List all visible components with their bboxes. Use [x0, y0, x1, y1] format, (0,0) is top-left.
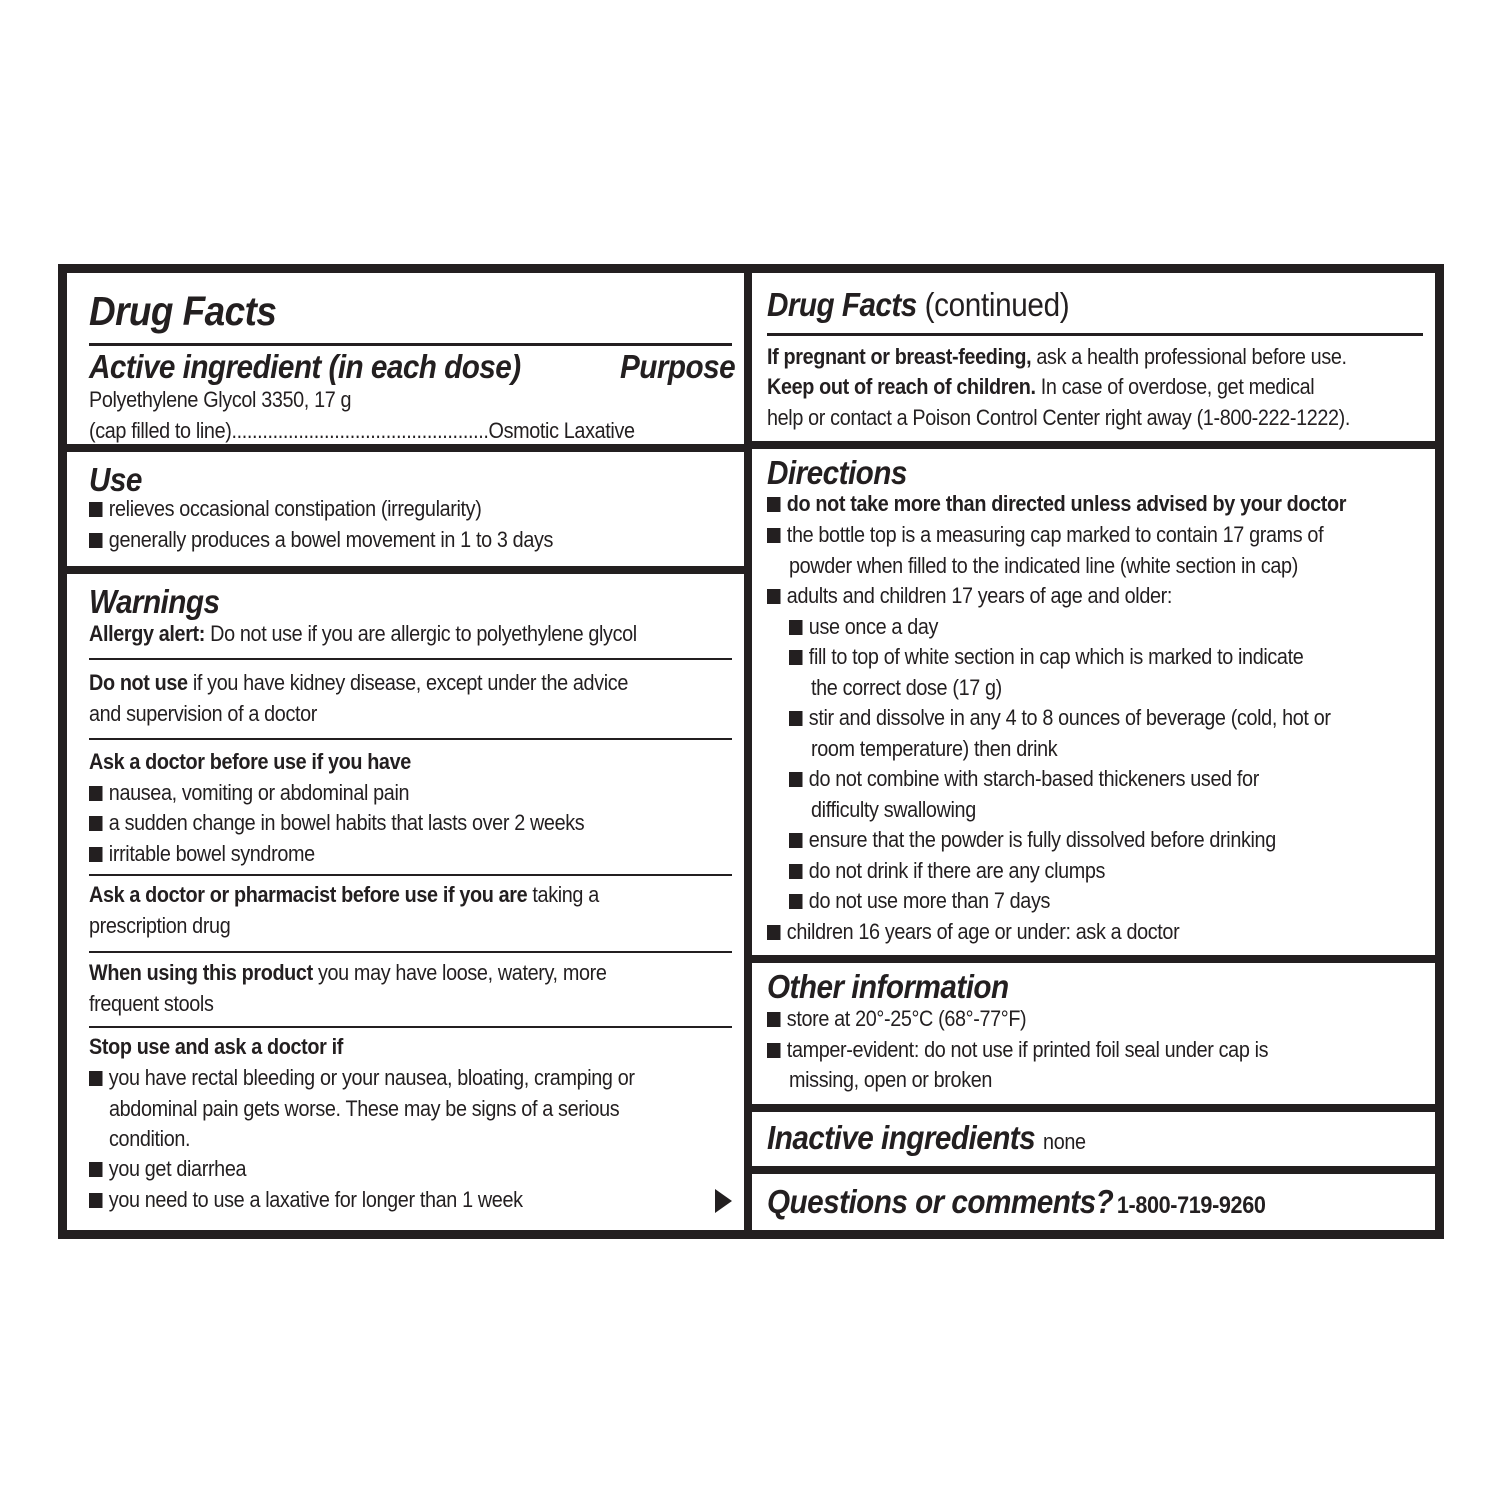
pregnant-warning — [767, 342, 1347, 373]
bullet-square-icon — [789, 711, 803, 726]
direction-subitem — [789, 642, 1303, 673]
direction-text: children 16 years of age or under: ask a doctor — [786, 919, 1180, 944]
use-item — [89, 525, 553, 556]
direction-subitem — [789, 886, 1050, 917]
bullet-square-icon — [789, 894, 803, 909]
directions-heading: Directions — [767, 454, 907, 491]
direction-text: do not take more than directed unless advised by your doctor — [786, 491, 1347, 516]
when-using-cont: frequent stools — [89, 991, 214, 1016]
other-info-item — [767, 1004, 1026, 1035]
inactive-ingredients-row — [767, 1118, 1086, 1162]
direction-item-cont: powder when filled to the indicated line (white section in cap) — [789, 553, 1298, 578]
direction-subitem — [789, 856, 1105, 887]
bullet-square-icon — [767, 1012, 781, 1027]
when-using — [89, 958, 607, 989]
section-rule — [89, 658, 732, 660]
stop-use-heading: Stop use and ask a doctor if — [89, 1034, 343, 1059]
section-rule — [89, 874, 732, 876]
bullet-square-icon — [789, 864, 803, 879]
drug-facts-continued-title — [767, 285, 1069, 325]
ask-doctor-item-text: a sudden change in bowel habits that lasts over 2 weeks — [108, 810, 585, 835]
direction-item — [767, 520, 1323, 551]
other-information-panel — [752, 963, 1435, 1104]
direction-subitem-text: do not drink if there are any clumps — [808, 858, 1106, 883]
purpose-heading: Purpose — [620, 348, 736, 385]
do-not-use-cont: and supervision of a doctor — [89, 701, 318, 726]
allergy-alert-label: Allergy alert: — [89, 621, 206, 646]
direction-item — [767, 489, 1346, 520]
direction-subitem-cont: room temperature) then drink — [811, 736, 1058, 761]
use-item-text: generally produces a bowel movement in 1 to 3 days — [108, 527, 554, 552]
bullet-square-icon — [789, 833, 803, 848]
bullet-square-icon — [89, 847, 103, 862]
direction-subitem-text: fill to top of white section in cap which is marked to indicate — [808, 644, 1304, 669]
when-using-label: When using this product — [89, 960, 313, 985]
ask-doctor-item-text: irritable bowel syndrome — [108, 841, 315, 866]
title-rule — [89, 343, 732, 346]
ask-pharmacist-label: Ask a doctor or pharmacist before use if you are — [89, 882, 528, 907]
direction-subitem-text: use once a day — [808, 614, 939, 639]
ask-doctor-item — [89, 778, 409, 809]
direction-item — [767, 917, 1179, 948]
bullet-square-icon — [789, 620, 803, 635]
direction-text: the bottle top is a measuring cap marked to contain 17 grams of — [786, 522, 1324, 547]
purpose-value: Osmotic Laxative — [488, 418, 635, 443]
stop-use-item — [89, 1063, 635, 1094]
ask-pharmacist-cont: prescription drug — [89, 913, 231, 938]
bullet-square-icon — [767, 925, 781, 940]
use-item-text: relieves occasional constipation (irregularity) — [108, 496, 482, 521]
do-not-use-text: if you have kidney disease, except under the advice — [187, 670, 628, 695]
when-using-text: you may have loose, watery, more — [312, 960, 607, 985]
keep-out-warning — [767, 372, 1314, 403]
bullet-square-icon — [767, 1043, 781, 1058]
direction-text: adults and children 17 years of age and older: — [786, 583, 1173, 608]
inactive-ingredients-heading: Inactive ingredients — [767, 1119, 1036, 1156]
ask-pharmacist-text: taking a — [527, 882, 599, 907]
direction-subitem-cont: the correct dose (17 g) — [811, 675, 1002, 700]
direction-subitem-text: stir and dissolve in any 4 to 8 ounces of beverage (cold, hot or — [808, 705, 1331, 730]
warnings-heading: Warnings — [89, 583, 220, 620]
direction-subitem-cont: difficulty swallowing — [811, 797, 976, 822]
warnings-panel — [67, 574, 744, 1230]
section-rule — [89, 951, 732, 953]
keep-out-label: Keep out of reach of children. — [767, 374, 1036, 399]
directions-panel — [752, 449, 1435, 955]
leader-dots: .................................................. — [231, 418, 489, 443]
active-ingredient-panel — [67, 273, 744, 444]
bullet-square-icon — [89, 816, 103, 831]
bullet-square-icon — [767, 497, 781, 512]
questions-panel — [752, 1174, 1435, 1230]
continued-label: (continued) — [916, 286, 1070, 323]
stop-use-item-cont: condition. — [109, 1126, 191, 1151]
direction-subitem-text: do not use more than 7 days — [808, 888, 1051, 913]
other-info-text: store at 20°-25°C (68°-77°F) — [786, 1006, 1027, 1031]
cap-filled-text: (cap filled to line) — [89, 418, 232, 443]
keep-out-text: In case of overdose, get medical — [1035, 374, 1315, 399]
drug-facts-title: Drug Facts — [767, 286, 917, 323]
inactive-ingredients-value: none — [1043, 1129, 1086, 1154]
direction-subitem — [789, 612, 938, 643]
use-heading: Use — [89, 461, 142, 498]
bullet-square-icon — [89, 533, 103, 548]
ask-doctor-item-text: nausea, vomiting or abdominal pain — [108, 780, 410, 805]
bullet-square-icon — [89, 502, 103, 517]
direction-subitem — [789, 825, 1276, 856]
bullet-square-icon — [767, 528, 781, 543]
bullet-square-icon — [767, 589, 781, 604]
pregnant-text: ask a health professional before use. — [1031, 344, 1347, 369]
ask-doctor-heading: Ask a doctor before use if you have — [89, 749, 411, 774]
do-not-use — [89, 668, 628, 699]
use-panel — [67, 452, 744, 566]
pregnant-label: If pregnant or breast-feeding, — [767, 344, 1032, 369]
drug-facts-title: Drug Facts — [89, 288, 277, 334]
stop-use-item-text: you need to use a laxative for longer than 1 week — [108, 1187, 523, 1212]
bullet-square-icon — [89, 1193, 103, 1208]
active-ingredient-heading: Active ingredient (in each dose) — [89, 348, 521, 385]
other-info-item-cont: missing, open or broken — [789, 1067, 993, 1092]
bullet-square-icon — [89, 786, 103, 801]
direction-subitem — [789, 764, 1259, 795]
direction-subitem-text: do not combine with starch-based thickeners used for — [808, 766, 1259, 791]
direction-subitem — [789, 703, 1331, 734]
questions-heading: Questions or comments? — [767, 1183, 1114, 1220]
questions-row — [767, 1182, 1266, 1226]
inactive-ingredients-panel — [752, 1112, 1435, 1166]
stop-use-item — [89, 1154, 246, 1185]
do-not-use-label: Do not use — [89, 670, 188, 695]
allergy-alert-text: Do not use if you are allergic to polyethylene glycol — [205, 621, 637, 646]
poison-control-line: help or contact a Poison Control Center right away (1-800-222-1222). — [767, 405, 1351, 430]
direction-subitem-text: ensure that the powder is fully dissolved before drinking — [808, 827, 1276, 852]
active-ingredient-dose-line — [89, 416, 635, 447]
active-ingredient-name: Polyethylene Glycol 3350, 17 g — [89, 387, 352, 412]
bullet-square-icon — [89, 1162, 103, 1177]
stop-use-item — [89, 1185, 523, 1216]
play-triangle-icon — [715, 1189, 732, 1213]
other-info-item — [767, 1035, 1268, 1066]
bullet-square-icon — [89, 1071, 103, 1086]
drug-facts-label — [58, 264, 1444, 1239]
continued-panel — [752, 273, 1435, 441]
bullet-square-icon — [789, 650, 803, 665]
ask-doctor-item — [89, 808, 584, 839]
stop-use-item-text: you get diarrhea — [108, 1156, 247, 1181]
section-rule — [89, 738, 732, 740]
other-information-heading: Other information — [767, 968, 1009, 1005]
other-info-text: tamper-evident: do not use if printed foil seal under cap is — [786, 1037, 1269, 1062]
stop-use-item-text: you have rectal bleeding or your nausea, bloating, cramping or — [108, 1065, 635, 1090]
bullet-square-icon — [789, 772, 803, 787]
title-rule — [767, 333, 1423, 336]
use-item — [89, 494, 481, 525]
ask-doctor-item — [89, 839, 315, 870]
ask-pharmacist — [89, 880, 599, 911]
direction-item — [767, 581, 1172, 612]
questions-phone: 1-800-719-9260 — [1116, 1192, 1266, 1219]
stop-use-item-cont: abdominal pain gets worse. These may be signs of a serious — [109, 1096, 620, 1121]
allergy-alert — [89, 619, 637, 650]
section-rule — [89, 1026, 732, 1028]
